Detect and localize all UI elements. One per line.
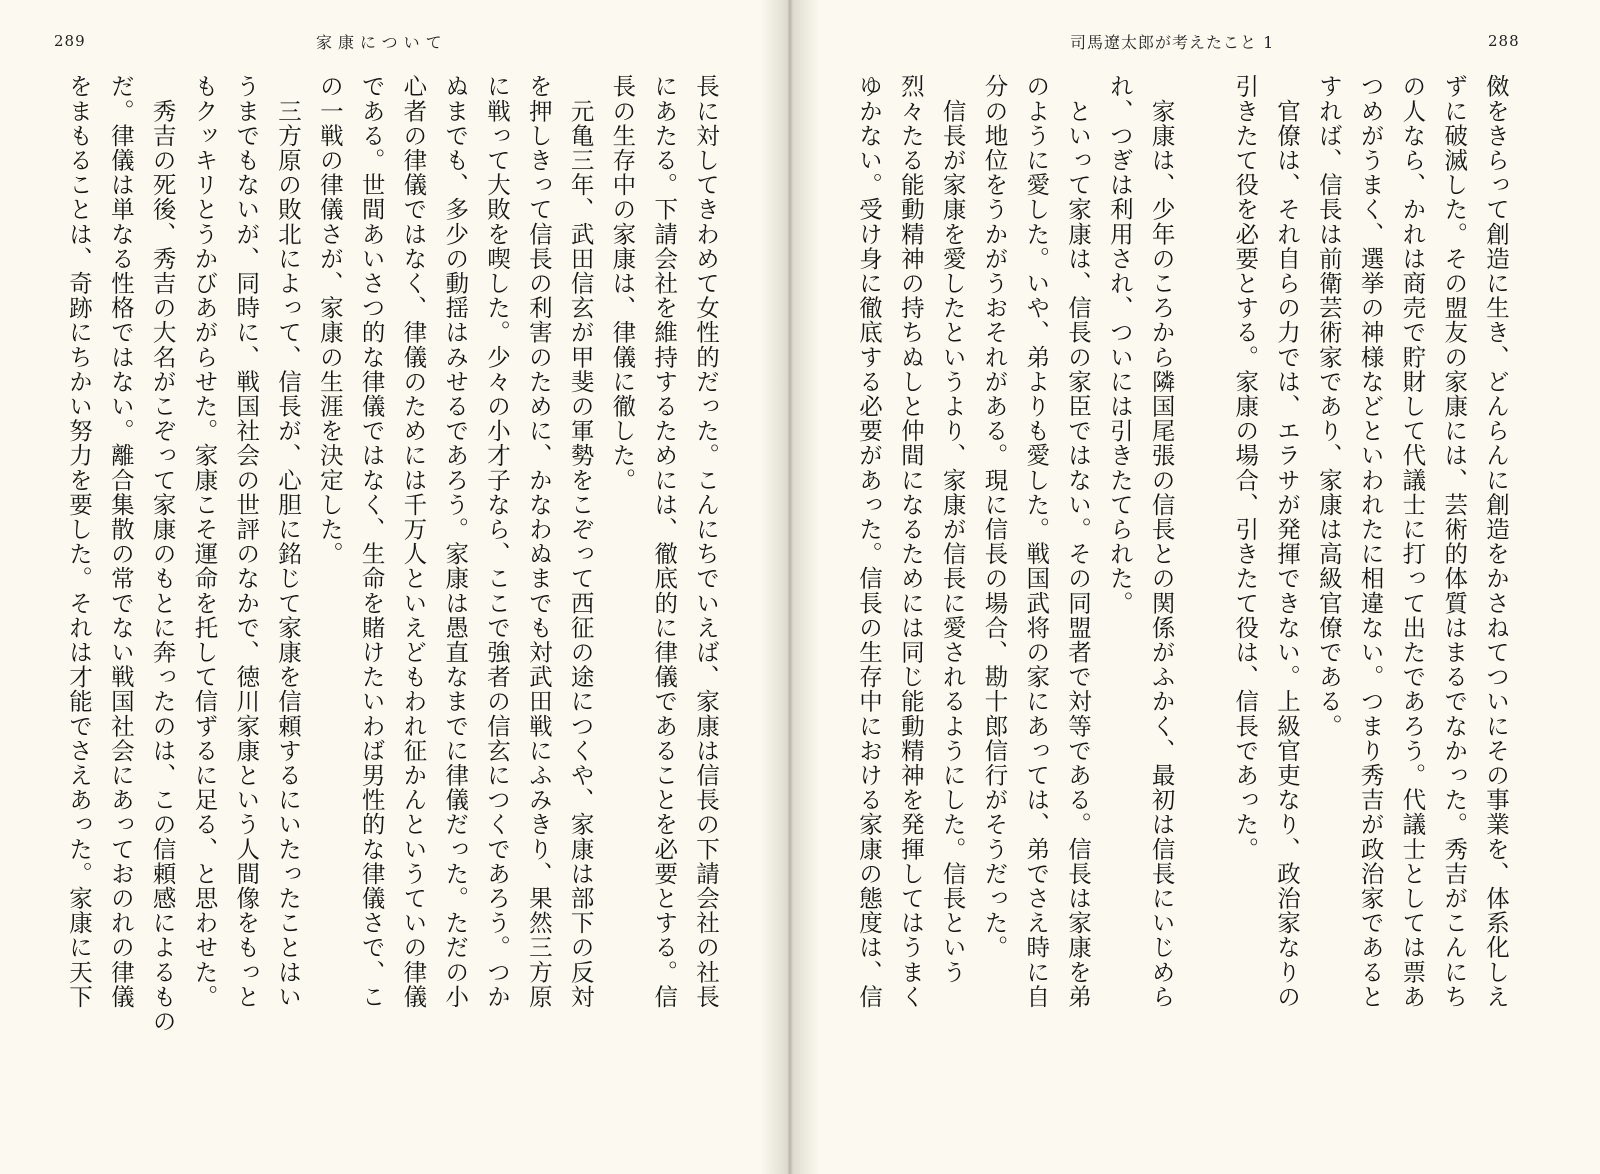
text-line: 分の地位をうかがうおそれがある。現に信長の場合、勘十郎信行がそうだった。: [980, 74, 1009, 960]
right-page-text: [822, 74, 1516, 1104]
text-line: もクッキリとうかびあがらせた。家康こそ運命を托して信ずるに足る、と思わせた。: [190, 74, 219, 1009]
text-line: [1182, 74, 1224, 1104]
text-line: うまでもないが、同時に、戦国社会の世評のなかで、徳川家康という人間像をもっと: [232, 74, 261, 1009]
text-line: の人なら、かれは商売で貯財して代議士に打って出たであろう。代議士としては票あ: [1398, 74, 1427, 1009]
text-line: すれば、信長は前衛芸術家であり、家康は高級官僚である。: [1314, 74, 1343, 739]
text-line: にあたる。下請会社を維持するためには、徹底的に律儀であることを必要とする。信: [650, 74, 679, 1009]
left-running-head: 家康について: [316, 33, 448, 52]
text-line: 家康は、少年のころから隣国尾張の信長との関係がふかく、最初は信長にいじめら: [1147, 74, 1176, 1009]
right-page-number: 288: [1488, 32, 1520, 50]
text-line: れ、つぎは利用され、ついには引きたてられた。: [1105, 74, 1134, 616]
text-line: 三方原の敗北によって、信長が、心胆に銘じて家康を信頼するにいたったことはい: [274, 74, 303, 1009]
text-line: 信長が家康を愛したというより、家康が信長に愛されるようにした。信長という: [938, 74, 967, 985]
text-line: 長に対してきわめて女性的だった。こんにちでいえば、家康は信長の下請会社の社長: [692, 74, 720, 1009]
text-line: 元亀三年、武田信玄が甲斐の軍勢をこぞって西征の途につくや、家康は部下の反対: [566, 74, 595, 1009]
text-line: のように愛した。いや、弟よりも愛した。戦国武将の家にあっては、弟でさえ時に自: [1022, 74, 1051, 1009]
left-page-number: 289: [54, 32, 86, 50]
text-line: 烈々たる能動精神の持ちぬしと仲間になるためには同じ能動精神を発揮してはうまく: [896, 74, 925, 1009]
text-line: に戦って大敗を喫した。少々の小才子なら、ここで強者の信玄につくであろう。つか: [483, 74, 512, 1009]
left-page-text: [52, 74, 726, 1104]
text-line: 引きたて役を必要とする。家康の場合、引きたて役は、信長であった。: [1231, 74, 1260, 862]
text-line: 長の生存中の家康は、律儀に徹した。: [608, 74, 637, 493]
book-gutter: [760, 0, 820, 1174]
text-line: の一戦の律儀さが、家康の生涯を決定した。: [315, 74, 344, 566]
text-line: ゆかない。受け身に徹底する必要があった。信長の生存中における家康の態度は、信: [855, 74, 884, 1009]
text-line: つめがうまく、選挙の神様などといわれたに相違ない。つまり秀吉が政治家であると: [1356, 74, 1385, 1009]
text-line: をまもることは、奇跡にちかい努力を要した。それは才能でさえあった。家康に天下: [65, 74, 94, 1009]
text-line: 官僚は、それ自らの力では、エラサが発揮できない。上級官吏なり、政治家なりの: [1273, 74, 1302, 1009]
right-running-head: 司馬遼太郎が考えたこと 1: [1070, 33, 1275, 52]
text-line: といって家康は、信長の家臣ではない。その同盟者で対等である。信長は家康を弟: [1064, 74, 1093, 1009]
text-line: だ。律儀は単なる性格ではない。離合集散の常でない戦国社会にあっておのれの律儀: [106, 74, 135, 1009]
text-line: 傚をきらって創造に生き、どんらんに創造をかさねてついにその事業を、体系化しえ: [1482, 74, 1510, 1009]
text-line: 心者の律儀ではなく、律儀のためには千万人といえどもわれ征かんというていの律儀: [399, 74, 428, 1009]
text-line: である。世間あいさつ的な律儀ではなく、生命を賭けたいわば男性的な律儀さで、こ: [357, 74, 386, 1009]
text-line: ずに破滅した。その盟友の家康には、芸術的体質はまるでなかった。秀吉がこんにち: [1440, 74, 1469, 1009]
text-line: を押しきって信長の利害のために、かなわぬまでも対武田戦にふみきり、果然三方原: [524, 74, 553, 1009]
text-line: 秀吉の死後、秀吉の大名がこぞって家康のもとに奔ったのは、この信頼感によるもの: [148, 74, 177, 1034]
text-line: ぬまでも、多少の動揺はみせるであろう。家康は愚直なまでに律儀だった。ただの小: [441, 74, 470, 1009]
